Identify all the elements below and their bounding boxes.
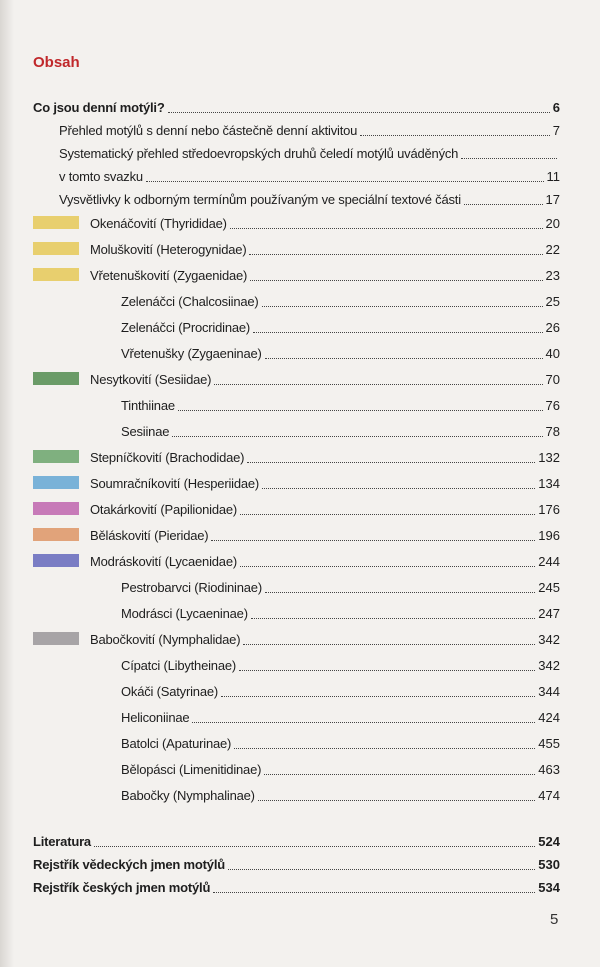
dot-leader <box>94 846 535 847</box>
toc-entry-page: 534 <box>538 880 560 895</box>
toc-entry-title: Vřetenušky (Zygaeninae) <box>121 346 262 361</box>
toc-entry[interactable] <box>33 830 560 850</box>
color-swatch-pieridae <box>33 528 79 541</box>
dot-leader <box>234 748 535 749</box>
toc-entry-family[interactable] <box>90 368 560 388</box>
toc-entry-title: Moluškovití (Heterogynidae) <box>90 242 247 257</box>
toc-entry-subfamily[interactable] <box>121 290 560 310</box>
toc-entry-subfamily[interactable] <box>121 394 560 414</box>
toc-entry-page: 196 <box>538 528 560 543</box>
dot-leader <box>172 436 542 437</box>
toc-entry-family[interactable] <box>90 472 560 492</box>
color-swatch-brachodidae <box>33 450 79 463</box>
toc-entry-title: Babočky (Nymphalinae) <box>121 788 255 803</box>
dot-leader <box>251 618 535 619</box>
dot-leader <box>230 228 543 229</box>
toc-entry-page: 7 <box>552 123 560 138</box>
dot-leader <box>192 722 535 723</box>
toc-heading: Obsah <box>33 54 80 71</box>
toc-entry-family[interactable] <box>90 524 560 544</box>
color-swatch-thyrididae <box>33 216 79 229</box>
toc-entry-title: Otakárkovití (Papilionidae) <box>90 502 238 517</box>
toc-entry-page: 20 <box>545 216 560 231</box>
toc-entry-page: 245 <box>538 580 560 595</box>
toc-entry-page: 23 <box>545 268 560 283</box>
toc-entry-page: 455 <box>538 736 560 751</box>
toc-entry-title: Batolci (Apaturinae) <box>121 736 232 751</box>
toc-entry-title: Zelenáčci (Chalcosiinae) <box>121 294 259 309</box>
dot-leader <box>262 488 535 489</box>
dot-leader <box>464 204 543 205</box>
toc-entry-page: 78 <box>545 424 560 439</box>
dot-leader <box>214 384 542 385</box>
dot-leader <box>247 462 535 463</box>
toc-entry-page: 25 <box>545 294 560 309</box>
dot-leader <box>228 869 535 870</box>
toc-entry-page: 424 <box>538 710 560 725</box>
toc-entry-title: Zelenáčci (Procridinae) <box>121 320 251 335</box>
dot-leader <box>265 592 535 593</box>
toc-entry-title: Tinthiinae <box>121 398 175 413</box>
toc-entry-title: Sesiinae <box>121 424 170 439</box>
toc-entry-title: Modrásci (Lycaeninae) <box>121 606 248 621</box>
dot-leader <box>240 514 535 515</box>
dot-leader <box>243 644 535 645</box>
dot-leader <box>253 332 542 333</box>
toc-entry-page: 463 <box>538 762 560 777</box>
dot-leader <box>262 306 543 307</box>
toc-entry-subfamily[interactable] <box>121 706 560 726</box>
toc-entry-title: Přehled motýlů s denní nebo částečně denní aktivitou <box>59 123 358 138</box>
toc-entry-subfamily[interactable] <box>121 420 560 440</box>
toc-entry[interactable] <box>59 188 560 208</box>
toc-entry-page: 17 <box>545 192 560 207</box>
toc-entry-page: 76 <box>545 398 560 413</box>
toc-entry-page: 70 <box>545 372 560 387</box>
dot-leader <box>211 540 535 541</box>
color-swatch-hesperiidae <box>33 476 79 489</box>
dot-leader <box>249 254 542 255</box>
toc-entry-subfamily[interactable] <box>121 342 560 362</box>
dot-leader <box>250 280 542 281</box>
toc-entry-title: Cípatci (Libytheinae) <box>121 658 237 673</box>
toc-entry-title: Babočkovití (Nymphalidae) <box>90 632 241 647</box>
dot-leader <box>360 135 550 136</box>
toc-entry-page: 247 <box>538 606 560 621</box>
toc-entry-title: Systematický přehled středoevropských druhů čeledí motýlů uváděných <box>59 146 459 161</box>
toc-entry-family[interactable] <box>90 212 560 232</box>
dot-leader <box>213 892 535 893</box>
toc-entry-page: 134 <box>538 476 560 491</box>
toc-entry-subfamily[interactable] <box>121 654 560 674</box>
toc-entry[interactable] <box>59 165 560 185</box>
toc-entry-subfamily[interactable] <box>121 784 560 804</box>
toc-entry-page: 176 <box>538 502 560 517</box>
color-swatch-nymphalidae <box>33 632 79 645</box>
toc-entry-family[interactable] <box>90 238 560 258</box>
toc-entry-page: 530 <box>538 857 560 872</box>
toc-entry-page: 11 <box>546 169 560 184</box>
toc-entry-page: 344 <box>538 684 560 699</box>
toc-entry[interactable] <box>59 142 560 162</box>
toc-entry-title: Literatura <box>33 834 91 849</box>
toc-entry-family[interactable] <box>90 628 560 648</box>
color-swatch-heterogynidae <box>33 242 79 255</box>
toc-entry-family[interactable] <box>90 264 560 284</box>
toc-entry-title: Pestrobarvci (Riodininae) <box>121 580 262 595</box>
toc-entry-title: v tomto svazku <box>59 169 143 184</box>
toc-entry-subfamily[interactable] <box>121 316 560 336</box>
toc-entry-family[interactable] <box>90 498 560 518</box>
dot-leader <box>240 566 535 567</box>
toc-entry-title: Rejstřík vědeckých jmen motýlů <box>33 857 225 872</box>
toc-entry-title: Soumračníkovití (Hesperiidae) <box>90 476 260 491</box>
toc-entry-page: 22 <box>545 242 560 257</box>
toc-entry-title: Modráskovití (Lycaenidae) <box>90 554 237 569</box>
toc-entry[interactable] <box>33 853 560 873</box>
toc-entry-page: 342 <box>538 632 560 647</box>
toc-entry-subfamily[interactable] <box>121 758 560 778</box>
toc-entry-title: Heliconiinae <box>121 710 190 725</box>
toc-entry-title: Bělopásci (Limenitidinae) <box>121 762 262 777</box>
toc-entry-title: Vřetenuškovití (Zygaenidae) <box>90 268 248 283</box>
dot-leader <box>221 696 535 697</box>
dot-leader <box>258 800 535 801</box>
page-number: 5 <box>550 911 559 928</box>
dot-leader <box>146 181 544 182</box>
toc-entry-title: Stepníčkovití (Brachodidae) <box>90 450 245 465</box>
toc-entry-subfamily[interactable] <box>121 680 560 700</box>
toc-entry-page: 132 <box>538 450 560 465</box>
toc-entry[interactable] <box>33 876 560 896</box>
dot-leader <box>239 670 535 671</box>
toc-entry-title: Nesytkovití (Sesiidae) <box>90 372 212 387</box>
toc-entry-title: Běláskovití (Pieridae) <box>90 528 209 543</box>
color-swatch-lycaenidae <box>33 554 79 567</box>
toc-entry-page: 524 <box>538 834 560 849</box>
toc-entry-title: Co jsou denní motýli? <box>33 100 165 115</box>
dot-leader <box>265 358 543 359</box>
dot-leader <box>178 410 543 411</box>
toc-entry[interactable] <box>33 96 560 116</box>
toc-entry[interactable] <box>59 119 560 139</box>
toc-entry-title: Okáči (Satyrinae) <box>121 684 219 699</box>
toc-entry-page: 244 <box>538 554 560 569</box>
color-swatch-papilionidae <box>33 502 79 515</box>
toc-entry-family[interactable] <box>90 550 560 570</box>
dot-leader <box>461 158 557 159</box>
toc-entry-subfamily[interactable] <box>121 732 560 752</box>
color-swatch-zygaenidae <box>33 268 79 281</box>
toc-entry-title: Rejstřík českých jmen motýlů <box>33 880 211 895</box>
toc-entry-subfamily[interactable] <box>121 576 560 596</box>
color-swatch-sesiidae <box>33 372 79 385</box>
toc-entry-title: Okenáčovití (Thyrididae) <box>90 216 227 231</box>
toc-entry-family[interactable] <box>90 446 560 466</box>
toc-entry-page: 26 <box>545 320 560 335</box>
toc-entry-page: 342 <box>538 658 560 673</box>
toc-entry-title: Vysvětlivky k odborným termínům používaným ve speciální textové části <box>59 192 461 207</box>
toc-entry-subfamily[interactable] <box>121 602 560 622</box>
toc-entry-page: 6 <box>552 100 560 115</box>
dot-leader <box>264 774 535 775</box>
toc-entry-page: 40 <box>545 346 560 361</box>
dot-leader <box>168 112 550 113</box>
toc-entry-page: 474 <box>538 788 560 803</box>
